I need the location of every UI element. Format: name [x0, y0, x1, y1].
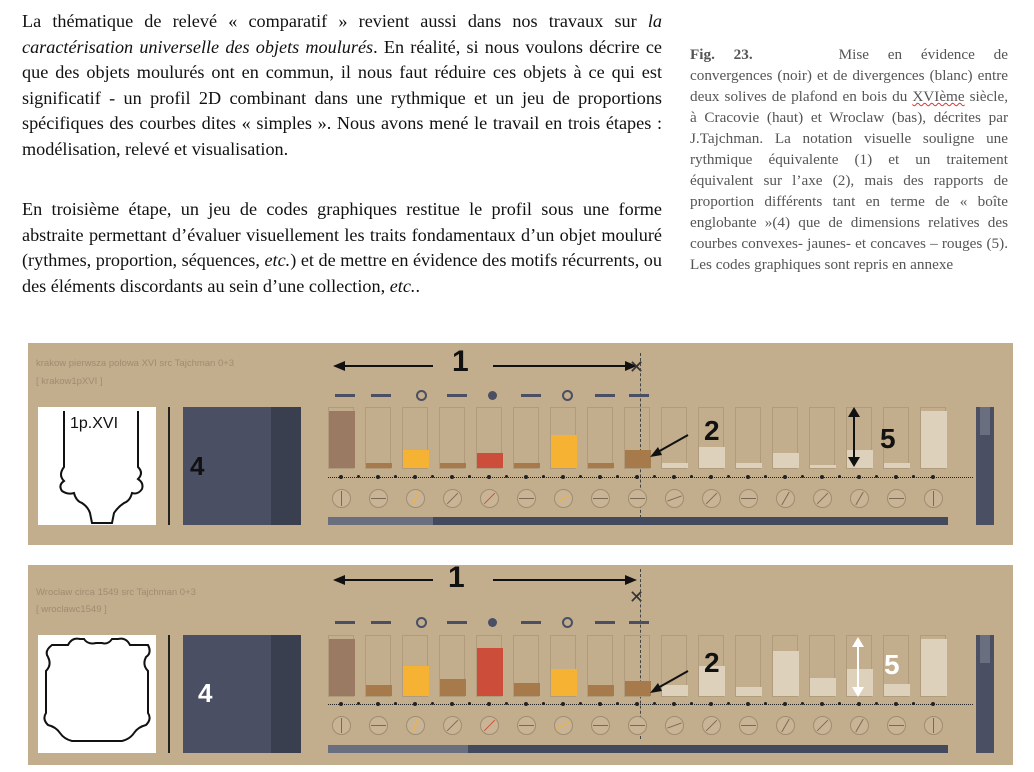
axis-cross-icon: ✕: [629, 357, 645, 378]
rhythm-dot: [561, 475, 565, 479]
orientation-needle: [371, 498, 386, 499]
rhythm-dot: [820, 475, 824, 479]
rhythm-dot: [801, 475, 804, 478]
orientation-icon: [332, 716, 351, 735]
orientation-needle: [889, 498, 904, 499]
curve-cell: [772, 407, 798, 469]
orientation-icon: [369, 489, 388, 508]
curve-bar: [440, 679, 466, 696]
curve-bar: [884, 463, 910, 468]
orientation-needle: [412, 718, 418, 732]
left-arrow-icon: [333, 361, 345, 371]
rhythm-dot: [931, 702, 935, 706]
caption-label: Fig. 23.: [690, 46, 753, 63]
rhythm-dot: [542, 475, 545, 478]
proportion-arrow: [844, 407, 864, 467]
curve-bar: [921, 411, 947, 468]
orientation-icon: [665, 716, 684, 735]
figure-panel-wroclaw: [28, 561, 1013, 765]
rhythm-dot: [820, 702, 824, 706]
rhythm-dot: [616, 475, 619, 478]
curve-cell: [735, 635, 761, 697]
symbol-dash: [335, 621, 355, 624]
rhythm-dot: [616, 702, 619, 705]
orientation-needle: [593, 725, 608, 726]
curve-bar: [403, 666, 429, 696]
rhythm-dot: [487, 702, 491, 706]
paragraph-1-text-a: La thématique de relevé « comparatif » revient aussi dans nos travaux sur: [22, 11, 648, 31]
orientation-icon: [850, 489, 869, 508]
curve-cell: [513, 635, 539, 697]
orientation-icon: [628, 489, 647, 508]
right-arrow-icon: [625, 575, 637, 585]
symbol-circle: [416, 617, 427, 628]
curve-bar: [514, 463, 540, 468]
orientation-needle: [706, 720, 717, 731]
rhythm-dot: [672, 702, 676, 706]
rhythm-dot: [912, 702, 915, 705]
rhythm-dot: [339, 475, 343, 479]
rhythm-dot: [376, 475, 380, 479]
rhythm-dot: [801, 702, 804, 705]
rhythm-dot: [357, 702, 360, 705]
label-2: 2: [704, 647, 720, 678]
curve-cell: [328, 635, 354, 697]
panel-title: krakow pierwsza polowa XVI src Tajchman 0+3: [36, 358, 235, 369]
orientation-icon: [443, 489, 462, 508]
orientation-needle: [855, 492, 863, 505]
paragraph-1-emphasis: la caractérisation universelle des objets moulurés: [22, 11, 662, 57]
curve-cell: [476, 635, 502, 697]
symbol-circle: [416, 390, 427, 401]
figure-panel-krakow: [28, 343, 1013, 545]
orientation-icon: [517, 489, 536, 508]
orientation-needle: [889, 725, 904, 726]
figure-caption: [690, 44, 1008, 275]
curve-bar: [366, 685, 392, 696]
curve-bar: [551, 435, 577, 468]
symbol-dash: [595, 394, 615, 397]
orientation-needle: [447, 493, 458, 504]
right-marker: [976, 635, 994, 753]
rhythm-dot: [746, 475, 750, 479]
rhythm-dot: [339, 702, 343, 706]
right-marker: [976, 407, 994, 525]
rhythm-arrows: [333, 351, 663, 381]
orientation-icon: [554, 716, 573, 735]
orientation-needle: [667, 722, 681, 728]
curve-bar: [514, 683, 540, 696]
orientation-needle: [933, 718, 934, 733]
panel-title: Wroclaw circa 1549 src Tajchman 0+3: [36, 587, 196, 598]
symbol-dash: [371, 621, 391, 624]
orientation-icon: [850, 716, 869, 735]
curve-cell: [439, 407, 465, 469]
orientation-icon: [443, 716, 462, 735]
curve-bar: [773, 453, 799, 468]
rhythm-dot: [505, 702, 508, 705]
orientation-needle: [341, 491, 342, 506]
rhythm-dot: [468, 702, 471, 705]
curve-bar: [477, 648, 503, 696]
curve-cell: [365, 635, 391, 697]
rhythm-dot: [931, 475, 935, 479]
curve-bar: [773, 651, 799, 696]
symbol-dash: [629, 394, 649, 397]
label-4: 4: [190, 451, 205, 481]
orientation-icon: [739, 716, 758, 735]
axis-arrow: [648, 431, 708, 461]
curve-bar: [440, 463, 466, 468]
rhythm-arrows: [333, 565, 663, 595]
paragraph-2-text-a: En troisième étape, un jeu de codes graphiques restitue le profil sous une forme abstraite permettant d’évaluer visuellement les traits fondamentaux d’un objet mouluré (rythmes, proportion, séquences,: [22, 199, 662, 270]
paragraph-1: [22, 9, 662, 162]
rhythm-dot: [431, 702, 434, 705]
rhythm-symbols: [335, 617, 635, 629]
orientation-needle: [557, 494, 570, 502]
orientation-needle: [817, 720, 828, 731]
paragraph-2-text-c: .: [415, 275, 420, 296]
orientation-needle: [781, 719, 789, 732]
orientation-needle: [933, 491, 934, 506]
curve-cell: [328, 407, 354, 469]
orientation-needle: [412, 491, 418, 505]
orientation-icon: [739, 489, 758, 508]
caption-century: XVIème: [912, 88, 965, 105]
rhythm-dot: [783, 475, 787, 479]
curve-bar: [366, 463, 392, 468]
rhythm-dot: [783, 702, 787, 706]
orientation-icon: [480, 716, 499, 735]
profile-label: 1p.XVI: [70, 415, 119, 432]
symbol-dash: [447, 394, 467, 397]
curve-cell: [809, 635, 835, 697]
rhythm-dot: [450, 702, 454, 706]
paragraph-2-etc-1: etc.: [264, 250, 291, 270]
curve-bar: [403, 450, 429, 468]
right-marker-inner: [980, 407, 990, 435]
rhythm-dot: [413, 475, 417, 479]
curve-bar: [329, 639, 355, 696]
panel-id: [ krakow1pXVI ]: [36, 376, 103, 387]
rhythm-dot: [727, 702, 730, 705]
orientation-icon: [628, 716, 647, 735]
rhythm-dot: [857, 475, 861, 479]
profile-drawing: [38, 635, 156, 753]
rhythm-dot: [561, 702, 565, 706]
rhythm-dot: [579, 475, 582, 478]
orientation-needle: [706, 493, 717, 504]
rhythm-dot: [450, 475, 454, 479]
profile-drawing: [38, 407, 156, 525]
curve-bar: [662, 463, 688, 468]
orientation-needle: [630, 725, 645, 726]
curve-cell: [402, 407, 428, 469]
rhythm-dot: [875, 475, 878, 478]
curve-bar: [477, 453, 503, 468]
orientation-needle: [484, 720, 495, 731]
bounding-box-shade: [271, 407, 301, 525]
rhythm-dot: [875, 702, 878, 705]
rhythm-dot: [431, 475, 434, 478]
paragraph-2-etc-2: etc.: [389, 275, 416, 296]
orientation-needle: [741, 498, 756, 499]
rhythm-dot: [672, 475, 676, 479]
orientation-needle: [557, 721, 570, 729]
orientation-icon: [591, 716, 610, 735]
orientation-icon: [517, 716, 536, 735]
bounding-box-shade: [271, 635, 301, 753]
curve-cell: [624, 407, 650, 469]
label-4: 4: [198, 678, 213, 708]
orientation-needle: [593, 498, 608, 499]
rhythm-dot: [912, 475, 915, 478]
orientation-needle: [630, 498, 645, 499]
curve-cell: [439, 635, 465, 697]
dot-row: [328, 704, 973, 705]
curve-bar: [551, 669, 577, 696]
dot-row: [328, 477, 973, 478]
curve-bar: [810, 678, 836, 696]
rhythm-dot: [653, 702, 656, 705]
rhythm-dot: [894, 702, 898, 706]
curve-cell: [550, 407, 576, 469]
paragraph-2: [22, 197, 662, 299]
curve-cell: [735, 407, 761, 469]
curve-bar: [588, 463, 614, 468]
orientation-needle: [519, 498, 534, 499]
rhythm-dot: [838, 702, 841, 705]
curve-cell: [809, 407, 835, 469]
label-1: 1: [452, 345, 469, 378]
rhythm-dot: [894, 475, 898, 479]
symbol-dash: [335, 394, 355, 397]
orientation-icon: [702, 489, 721, 508]
orientation-needle: [341, 718, 342, 733]
symbol-circle: [562, 390, 573, 401]
right-marker-inner: [980, 635, 990, 663]
curve-bar: [810, 465, 836, 468]
rhythm-dot: [598, 475, 602, 479]
rhythm-dot: [690, 475, 693, 478]
symbol-circle: [562, 617, 573, 628]
rhythm-dot: [764, 475, 767, 478]
rhythm-dot: [524, 475, 528, 479]
orientation-icon: [554, 489, 573, 508]
panel-id: [ wroclawc1549 ]: [36, 604, 107, 615]
rhythm-dot: [709, 475, 713, 479]
rhythm-dot: [653, 475, 656, 478]
rhythm-dot: [690, 702, 693, 705]
orientation-icon: [406, 716, 425, 735]
rhythm-dot: [598, 702, 602, 706]
orientation-icon: [406, 489, 425, 508]
curve-cell: [550, 635, 576, 697]
curve-bar: [884, 684, 910, 696]
rhythm-dot: [413, 702, 417, 706]
orientation-icon: [480, 489, 499, 508]
profile-outline: [38, 635, 156, 753]
symbol-dash: [447, 621, 467, 624]
curve-bar: [329, 411, 355, 468]
curve-cell: [402, 635, 428, 697]
left-arrow-icon: [333, 575, 345, 585]
separator-line: [168, 407, 170, 525]
length-bar: [328, 517, 948, 525]
orientation-icon: [776, 489, 795, 508]
orientation-icon: [813, 489, 832, 508]
rhythm-dot: [468, 475, 471, 478]
curve-cell: [365, 407, 391, 469]
orientation-icon: [332, 489, 351, 508]
rhythm-dot: [505, 475, 508, 478]
curve-cell: [587, 407, 613, 469]
paragraph-1-text-b: . En réalité, si nous voulons décrire ce que des objets moulurés ont en commun, il nous faut réduire ces objets à ce qui est significatif - un profil 2D combinant dans une rythmique et un jeu de proportions spécifiques des courbes dites « simples ». Nous avons mené le travail en trois étapes : modélisation, relevé et visualisation.: [22, 36, 662, 159]
rhythm-dot: [635, 475, 639, 479]
rhythm-dot: [579, 702, 582, 705]
orientation-needle: [484, 493, 495, 504]
orientation-needle: [371, 725, 386, 726]
rhythm-symbols: [335, 390, 635, 402]
symbol-dash: [629, 621, 649, 624]
curve-bar: [588, 685, 614, 696]
symbol-dash: [371, 394, 391, 397]
orientation-icon: [369, 716, 388, 735]
separator-line: [168, 635, 170, 753]
symbol-dash: [521, 394, 541, 397]
orientation-needle: [519, 725, 534, 726]
orientation-needle: [667, 495, 681, 501]
orientation-needle: [855, 719, 863, 732]
rhythm-dot: [764, 702, 767, 705]
paragraph-2-text-b: ) et de mettre en évidence des motifs récurrents, ou des éléments discordants au sein d’une collection,: [22, 250, 662, 296]
orientation-icon: [665, 489, 684, 508]
curve-bar: [921, 639, 947, 696]
curve-cell: [920, 407, 946, 469]
caption-text-a: Mise en évidence de convergences (noir) et de divergences (blanc) entre deux solives de plafond en bois du: [690, 46, 1008, 105]
orientation-icon: [591, 489, 610, 508]
rhythm-dot: [857, 702, 861, 706]
rhythm-dot: [357, 475, 360, 478]
curve-bar: [736, 687, 762, 696]
symbol-dash: [595, 621, 615, 624]
rhythm-dot: [542, 702, 545, 705]
rhythm-dot: [394, 702, 397, 705]
symbol-dot: [488, 391, 497, 400]
label-5: 5: [880, 423, 896, 454]
curve-cell: [624, 635, 650, 697]
curve-cell: [920, 635, 946, 697]
orientation-icon: [813, 716, 832, 735]
orientation-icon: [887, 489, 906, 508]
orientation-needle: [781, 492, 789, 505]
rhythm-dot: [746, 702, 750, 706]
rhythm-dot: [635, 702, 639, 706]
orientation-icon: [924, 489, 943, 508]
label-1: 1: [448, 561, 465, 594]
orientation-needle: [741, 725, 756, 726]
rhythm-dot: [394, 475, 397, 478]
orientation-needle: [447, 720, 458, 731]
rhythm-dot: [838, 475, 841, 478]
rhythm-dot: [727, 475, 730, 478]
orientation-needle: [817, 493, 828, 504]
rhythm-dot: [487, 475, 491, 479]
length-bar: [328, 745, 948, 753]
curve-bar: [736, 463, 762, 468]
symbol-dash: [521, 621, 541, 624]
length-bar-segment: [328, 745, 468, 753]
rhythm-dot: [376, 702, 380, 706]
rhythm-dot: [524, 702, 528, 706]
label-5: 5: [884, 649, 900, 680]
orientation-icon: [776, 716, 795, 735]
curve-cell: [476, 407, 502, 469]
label-2: 2: [704, 415, 720, 446]
rhythm-dot: [709, 702, 713, 706]
axis-arrow: [648, 667, 708, 697]
axis-cross-icon: ✕: [629, 587, 645, 608]
orientation-icon: [702, 716, 721, 735]
curve-cell: [772, 635, 798, 697]
orientation-icon: [887, 716, 906, 735]
curve-cell: [587, 635, 613, 697]
caption-text-b: siècle, à Cracovie (haut) et Wroclaw (bas), décrites par J.Tajchman. La notation visuelle souligne une rythmique équivalente (1) et un traitement équivalent sur l’axe (2), mais des rapports de proportion différents tant en terme de « boîte englobante »(4) que de dimensions relatives des courbes convexes- jaunes- et concaves – rouges (5). Les codes graphiques sont repris en annexe: [690, 88, 1009, 273]
length-bar-segment: [328, 517, 433, 525]
symbol-dot: [488, 618, 497, 627]
orientation-icon: [924, 716, 943, 735]
proportion-arrow: [848, 637, 868, 697]
curve-cell: [513, 407, 539, 469]
